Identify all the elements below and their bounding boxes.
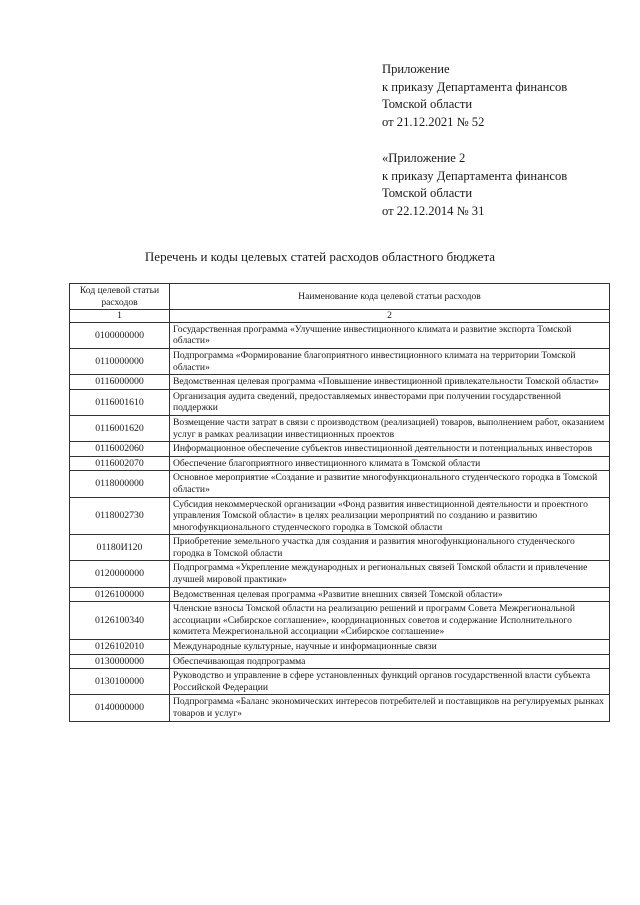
- row-code: 0116001620: [70, 415, 170, 441]
- table-row: [70, 456, 610, 471]
- appendix-1-block: [382, 61, 632, 131]
- row-name: Возмещение части затрат в связи с производством (реализацией) товаров, выполнением работ, оказанием услуг в рамках реализации инвестиционных проектов: [170, 415, 610, 441]
- table-row: [70, 375, 610, 390]
- row-name: Субсидия некоммерческой организации «Фонд развития инвестиционной деятельности и проектного управления Томской области» в целях реализации мероприятий по созданию и развитию многофункционального студенческого городка в Томской области: [170, 497, 610, 535]
- table-row: [70, 322, 610, 348]
- row-code: 0130000000: [70, 654, 170, 669]
- row-code: 0116000000: [70, 375, 170, 390]
- table-row: [70, 640, 610, 655]
- codes-table: [69, 283, 610, 722]
- column-number: 2: [170, 310, 610, 323]
- table-row: [70, 654, 610, 669]
- row-name: Руководство и управление в сфере установленных функций органов государственной власти субъекта Российской Федерации: [170, 669, 610, 695]
- appendix-1-line: Томской области: [382, 97, 473, 111]
- appendix-2-line: к приказу Департамента финансов: [382, 168, 568, 183]
- table-row: [70, 415, 610, 441]
- row-code: 0120000000: [70, 561, 170, 587]
- appendix-1-line: Приложение: [382, 62, 450, 76]
- table-row: [70, 587, 610, 602]
- appendix-1-line: от 21.12.2021 № 52: [382, 114, 485, 129]
- table-header-row: [70, 284, 610, 310]
- row-name: Членские взносы Томской области на реализацию решений и программ Совета Межрегиональной ассоциации «Сибирское соглашение», координационных советов и содержание Исполнительного комитета Межрегиональной ассоциации «Сибирское соглашение»: [170, 602, 610, 640]
- row-name: Основное мероприятие «Создание и развитие многофункционального студенческого городка в Томской области»: [170, 471, 610, 497]
- table-row: [70, 561, 610, 587]
- row-code: 01180И120: [70, 535, 170, 561]
- table-row: [70, 348, 610, 374]
- row-name: Подпрограмма «Баланс экономических интересов потребителей и поставщиков на регулируемых рынках товаров и услуг»: [170, 695, 610, 721]
- column-number: 1: [70, 310, 170, 323]
- header-name: Наименование кода целевой статьи расходов: [170, 284, 610, 310]
- row-name: Обеспечение благоприятного инвестиционного климата в Томской области: [170, 456, 610, 471]
- row-code: 0116001610: [70, 389, 170, 415]
- row-name: Организация аудита сведений, предоставляемых инвесторами при получении государственной поддержки: [170, 389, 610, 415]
- row-name: Подпрограмма «Формирование благоприятного инвестиционного климата на территории Томской области»: [170, 348, 610, 374]
- table-row: [70, 497, 610, 535]
- row-code: 0110000000: [70, 348, 170, 374]
- row-name: Приобретение земельного участка для создания и развития многофункционального студенческого городка в Томской области: [170, 535, 610, 561]
- document-title: Перечень и коды целевых статей расходов областного бюджета: [144, 249, 496, 264]
- row-code: 0126100340: [70, 602, 170, 640]
- row-code: 0126102010: [70, 640, 170, 655]
- row-name: Обеспечивающая подпрограмма: [170, 654, 610, 669]
- appendix-2-line: Томской области: [382, 186, 473, 200]
- table-row: [70, 695, 610, 721]
- appendix-2-line: «Приложение 2: [382, 151, 466, 165]
- row-code: 0116002070: [70, 456, 170, 471]
- appendix-1-line: к приказу Департамента финансов: [382, 79, 568, 94]
- table-row: [70, 535, 610, 561]
- row-name: Государственная программа «Улучшение инвестиционного климата и развитие экспорта Томской области»: [170, 322, 610, 348]
- table-row: [70, 669, 610, 695]
- row-name: Информационное обеспечение субъектов инвестиционной деятельности и потенциальных инвесторов: [170, 442, 610, 457]
- row-code: 0118000000: [70, 471, 170, 497]
- appendix-2-line: от 22.12.2014 № 31: [382, 203, 485, 218]
- header-code: Код целевой статьи расходов: [70, 284, 170, 310]
- row-code: 0126100000: [70, 587, 170, 602]
- row-name: Ведомственная целевая программа «Повышение инвестиционной привлекательности Томской области»: [170, 375, 610, 390]
- table-row: [70, 471, 610, 497]
- row-code: 0130100000: [70, 669, 170, 695]
- row-code: 0118002730: [70, 497, 170, 535]
- row-name: Ведомственная целевая программа «Развитие внешних связей Томской области»: [170, 587, 610, 602]
- table-row: [70, 442, 610, 457]
- row-name: Подпрограмма «Укрепление международных и региональных связей Томской области и привлечение лучшей мировой практики»: [170, 561, 610, 587]
- table-row: [70, 602, 610, 640]
- row-code: 0140000000: [70, 695, 170, 721]
- appendix-2-block: [382, 150, 632, 220]
- table-row: [70, 389, 610, 415]
- row-code: 0116002060: [70, 442, 170, 457]
- row-name: Международные культурные, научные и информационные связи: [170, 640, 610, 655]
- column-number-row: [70, 310, 610, 323]
- row-code: 0100000000: [70, 322, 170, 348]
